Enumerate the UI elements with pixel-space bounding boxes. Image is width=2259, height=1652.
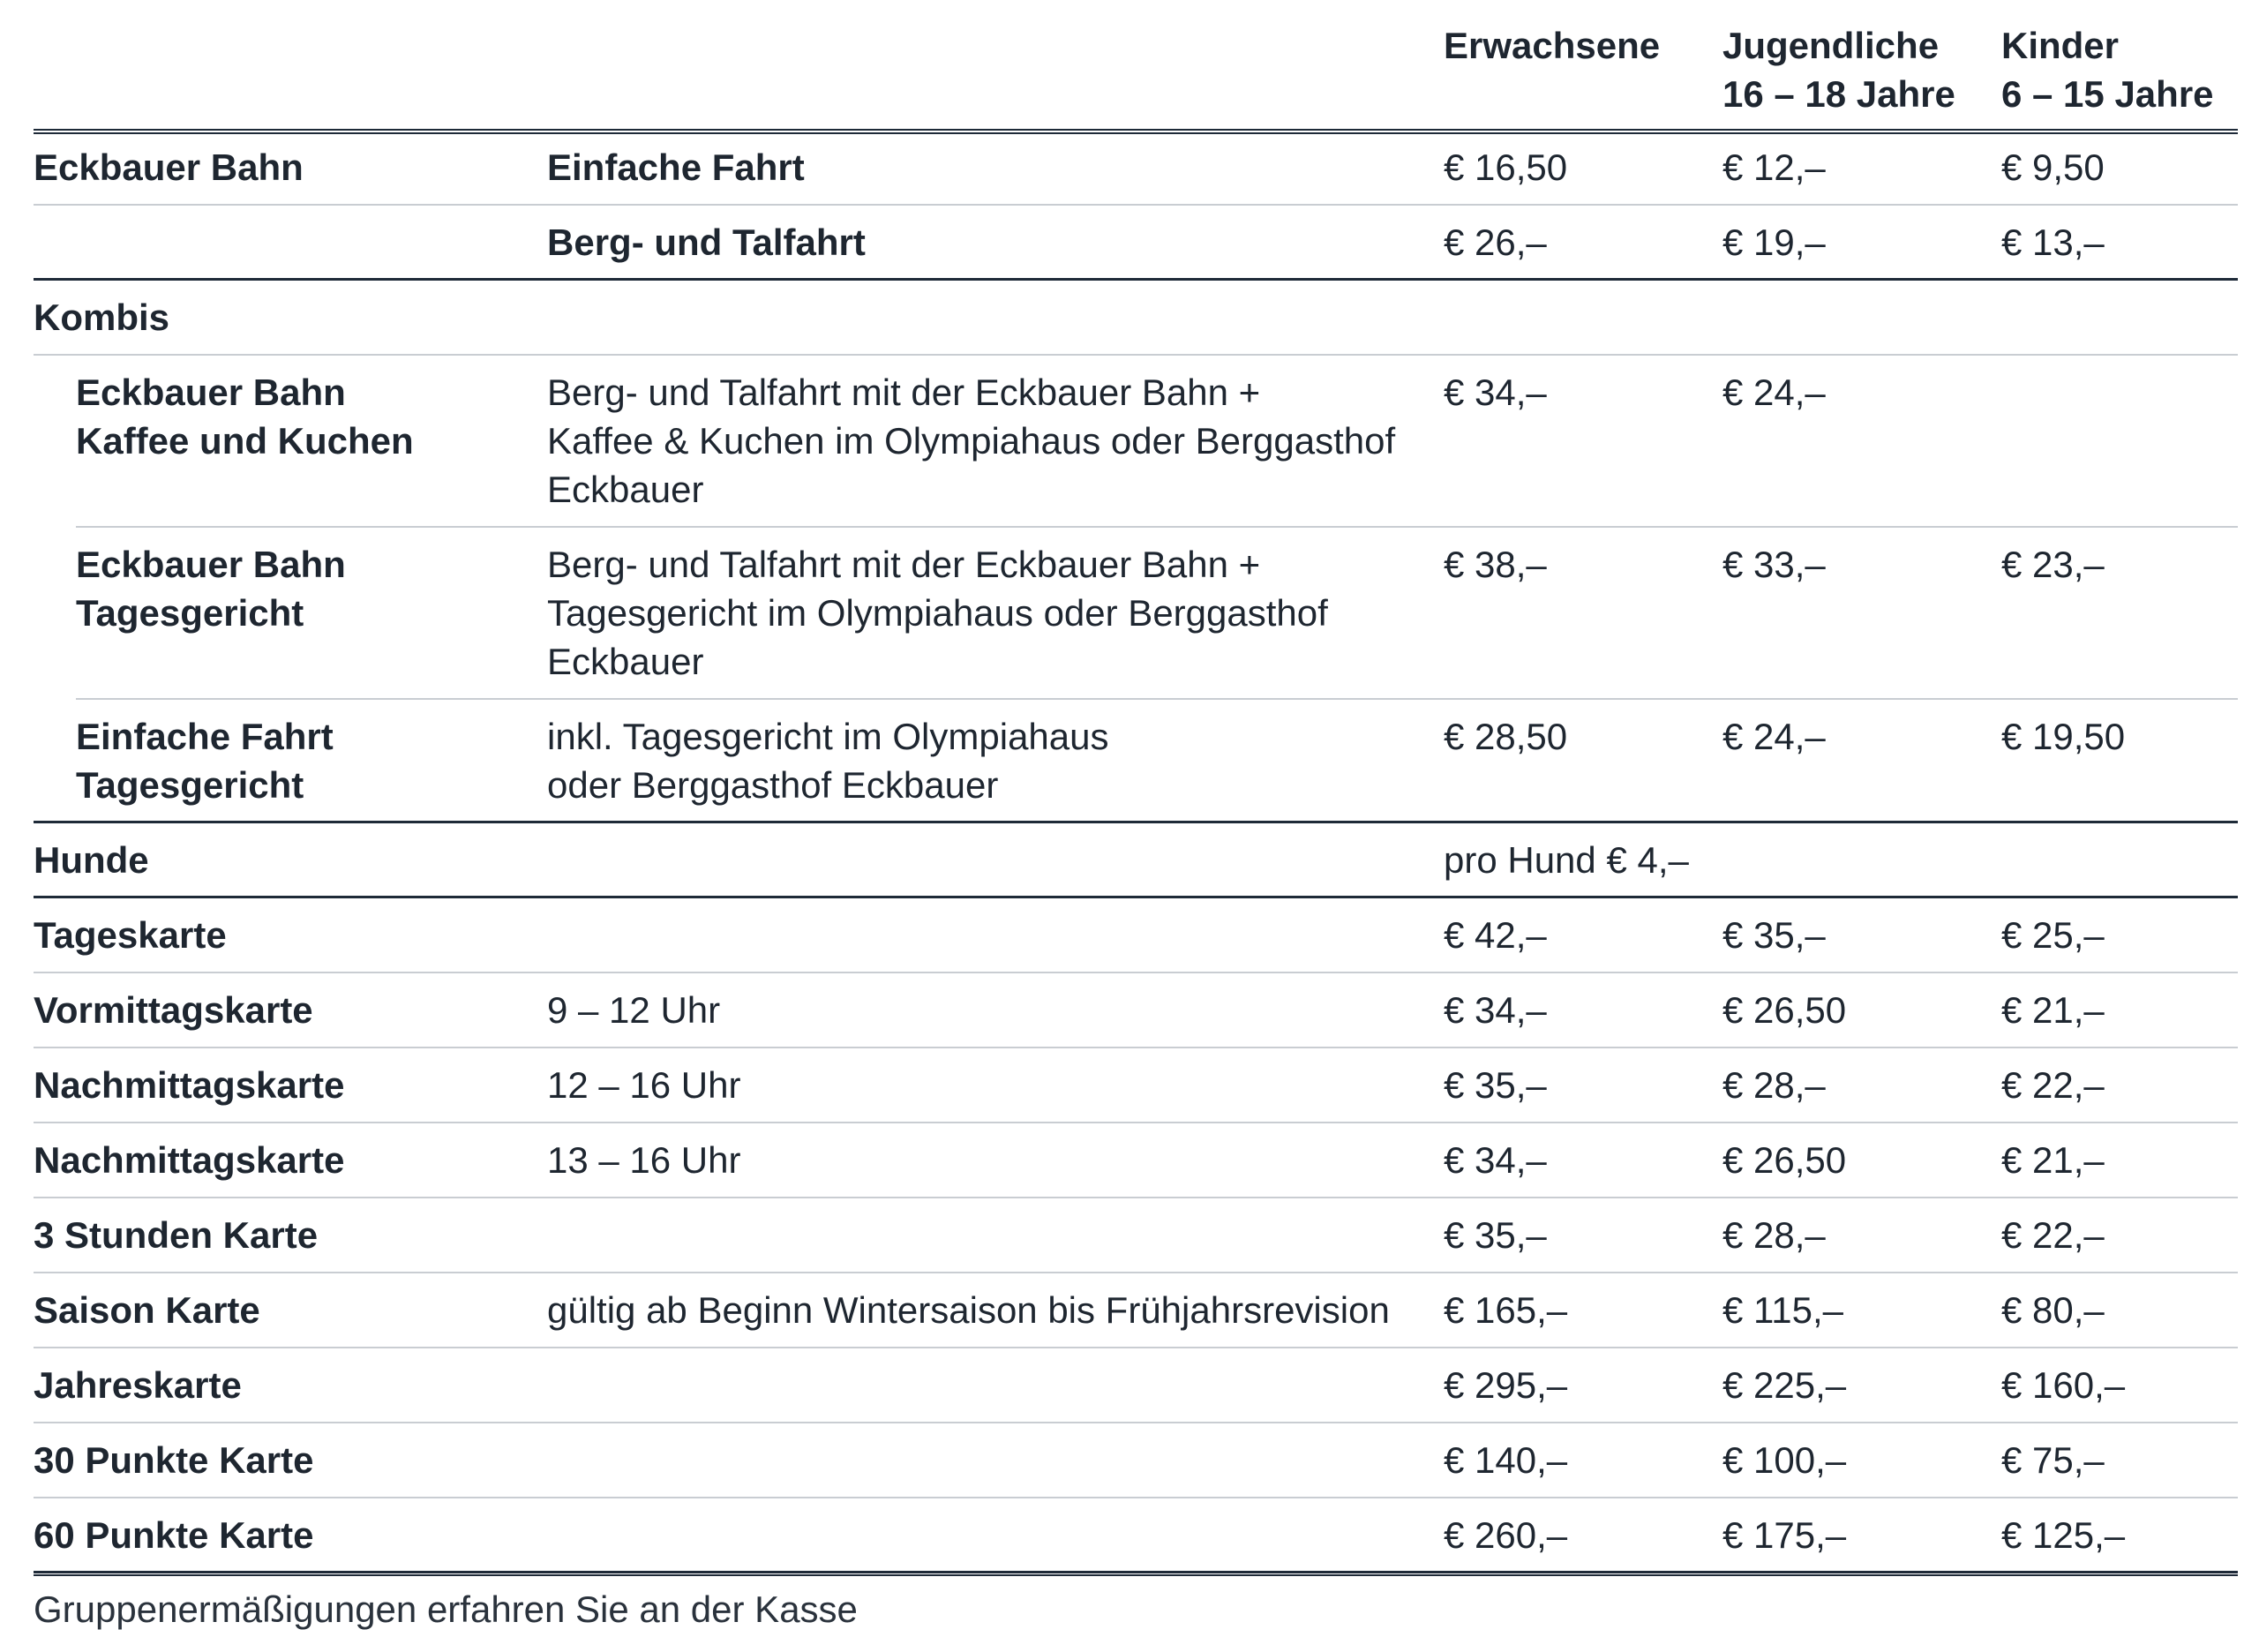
header-youth [1722,21,1955,118]
row-description [547,712,1109,809]
price-adult: € 26,– [1444,222,1547,263]
row-label: 60 Punkte Karte [34,1514,314,1556]
header-kids-age: 6 – 15 Jahre [2001,73,2214,115]
table-row [34,700,2238,823]
row-description: 12 – 16 Uhr [547,1064,741,1106]
row-label: Jahreskarte [34,1364,242,1406]
row-label: Eckbauer Bahn [34,146,304,188]
table-row [34,823,2238,898]
price-adult: € 260,– [1444,1514,1568,1556]
description-line2: oder Berggasthof Eckbauer [547,764,999,806]
price-table [34,0,2238,1630]
price-kids: € 160,– [2001,1364,2126,1406]
table-row [34,1048,2238,1123]
row-label [76,368,414,465]
price-youth: € 28,– [1722,1214,1826,1256]
price-youth: € 19,– [1722,222,1826,263]
price-adult: € 295,– [1444,1364,1568,1406]
price-kids: € 22,– [2001,1214,2105,1256]
table-row [34,898,2238,973]
section-label: Kombis [34,297,170,338]
table-row [76,528,2238,700]
row-description: Berg- und Talfahrt [547,222,866,263]
row-label: Vormittagskarte [34,989,313,1031]
price-kids: € 21,– [2001,1139,2105,1181]
row-description [547,540,1328,686]
table-row [34,1498,2238,1573]
description-line1: Berg- und Talfahrt mit der Eckbauer Bahn + [547,372,1261,413]
row-label: Saison Karte [34,1289,260,1331]
table-row [34,131,2238,206]
price-kids: € 22,– [2001,1064,2105,1106]
price-kids: € 13,– [2001,222,2105,263]
table-row [34,973,2238,1048]
row-description: Einfache Fahrt [547,146,805,188]
price-adult: € 34,– [1444,372,1547,413]
price-adult: € 34,– [1444,989,1547,1031]
header-youth-label: Jugendliche [1722,25,1940,66]
row-label-line1: Eckbauer Bahn [76,372,346,413]
price-kids: € 125,– [2001,1514,2126,1556]
header-adults [1444,21,1660,70]
row-label: Nachmittagskarte [34,1064,345,1106]
price-adult: € 38,– [1444,544,1547,585]
row-label: Nachmittagskarte [34,1139,345,1181]
price-youth: € 12,– [1722,146,1826,188]
header-kids [2001,21,2214,118]
price-kids: € 80,– [2001,1289,2105,1331]
price-adult: € 35,– [1444,1064,1547,1106]
price-youth: € 100,– [1722,1439,1847,1481]
price-adult: € 35,– [1444,1214,1547,1256]
price-kids: € 21,– [2001,989,2105,1031]
price-adult: € 28,50 [1444,716,1568,757]
price-youth: € 24,– [1722,716,1826,757]
row-label-line1: Einfache Fahrt [76,716,334,757]
description-line2: Tagesgericht im Olympiahaus oder Berggasthof [547,592,1328,634]
table-row [76,356,2238,528]
price-youth: € 26,50 [1722,989,1847,1031]
price-youth: € 225,– [1722,1364,1847,1406]
row-label [76,540,346,637]
row-label-line2: Tagesgericht [76,592,304,634]
price-kids: € 9,50 [2001,146,2105,188]
price-kids: € 23,– [2001,544,2105,585]
row-label-line1: Eckbauer Bahn [76,544,346,585]
table-row [34,206,2238,281]
price-youth: € 28,– [1722,1064,1826,1106]
price-youth: € 115,– [1722,1289,1844,1331]
price-kids: € 25,– [2001,914,2105,956]
price-adult: € 165,– [1444,1289,1568,1331]
row-label: 3 Stunden Karte [34,1214,319,1256]
row-label-line2: Kaffee und Kuchen [76,420,414,462]
row-label-line2: Tagesgericht [76,764,304,806]
price-youth: € 26,50 [1722,1139,1847,1181]
description-line3: Eckbauer [547,469,704,510]
price-kids: € 75,– [2001,1439,2105,1481]
price-youth: € 175,– [1722,1514,1847,1556]
description-line2: Kaffee & Kuchen im Olympiahaus oder Berggasthof [547,420,1396,462]
footer-note: Gruppenermäßigungen erfahren Sie an der Kasse [34,1588,858,1630]
table-row [34,1198,2238,1273]
header-kids-label: Kinder [2001,25,2120,66]
section-header-row [34,281,2238,356]
price-kids: € 19,50 [2001,716,2126,757]
row-label: Hunde [34,839,149,881]
table-row [34,1423,2238,1498]
row-description [547,368,1395,514]
table-row [34,1273,2238,1348]
price-dog: pro Hund € 4,– [1444,839,1689,881]
price-youth: € 24,– [1722,372,1826,413]
row-label: 30 Punkte Karte [34,1439,314,1481]
row-label: Tageskarte [34,914,227,956]
price-adult: € 16,50 [1444,146,1568,188]
price-adult: € 34,– [1444,1139,1547,1181]
price-adult: € 42,– [1444,914,1547,956]
row-description: 9 – 12 Uhr [547,989,721,1031]
row-description: 13 – 16 Uhr [547,1139,741,1181]
row-description: gültig ab Beginn Wintersaison bis Frühjahrsrevision [547,1289,1390,1331]
header-youth-age: 16 – 18 Jahre [1722,73,1955,115]
description-line1: Berg- und Talfahrt mit der Eckbauer Bahn + [547,544,1261,585]
row-label [76,712,334,809]
header-adults-label: Erwachsene [1444,25,1661,66]
table-row [34,1123,2238,1198]
description-line3: Eckbauer [547,641,704,682]
price-youth: € 35,– [1722,914,1826,956]
price-adult: € 140,– [1444,1439,1568,1481]
price-youth: € 33,– [1722,544,1826,585]
table-header [34,0,2238,131]
table-row [34,1348,2238,1423]
description-line1: inkl. Tagesgericht im Olympiahaus [547,716,1109,757]
